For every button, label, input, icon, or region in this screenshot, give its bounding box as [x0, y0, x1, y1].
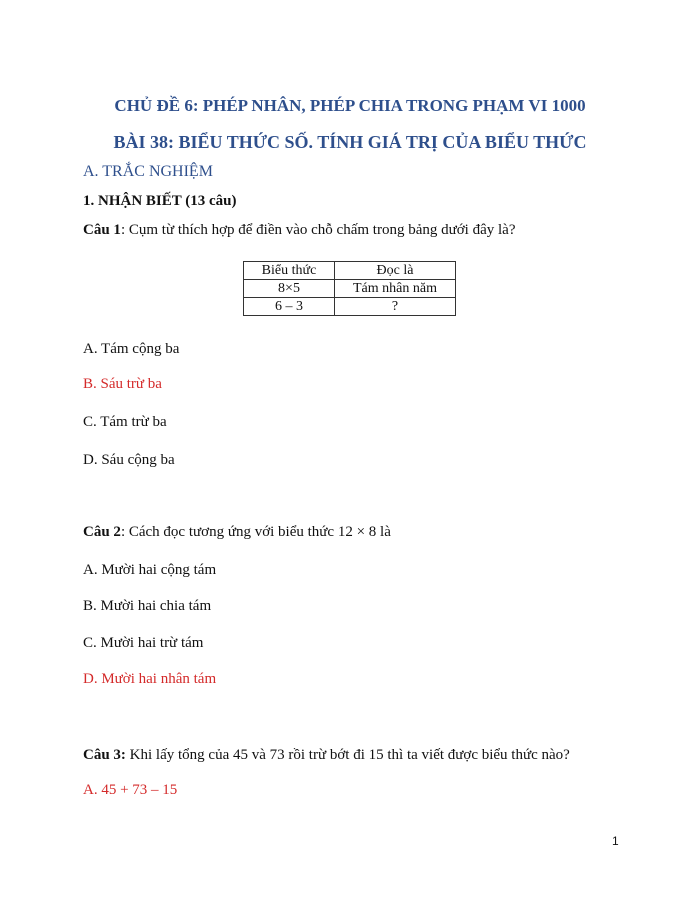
table-cell: Tám nhân năm	[335, 280, 456, 298]
question-3	[83, 747, 570, 764]
q2-option-c[interactable]: C. Mười hai trừ tám	[83, 635, 204, 651]
question-2-label: Câu 2	[83, 524, 121, 540]
table-row	[244, 298, 456, 316]
question-2-text: : Cách đọc tương ứng với biểu thức 12 × 8 là	[120, 524, 391, 540]
lesson-title: BÀI 38: BIỂU THỨC SỐ. TÍNH GIÁ TRỊ CỦA BIỂU THỨC	[113, 132, 587, 152]
q3-option-a[interactable]: A. 45 + 73 – 15	[83, 782, 178, 798]
table-header: Đọc là	[335, 262, 456, 280]
table-row	[244, 280, 456, 298]
question-1-label: Câu 1	[83, 222, 121, 238]
q1-option-a[interactable]: A. Tám cộng ba	[83, 341, 180, 357]
table-header: Biểu thức	[244, 262, 335, 280]
question-1-text: : Cụm từ thích hợp để điền vào chỗ chấm trong bảng dưới đây là?	[120, 222, 516, 238]
question-3-label: Câu 3:	[83, 747, 126, 763]
table-cell: 6 – 3	[244, 298, 335, 316]
subheading: 1. NHẬN BIẾT (13 câu)	[83, 193, 237, 209]
section-heading: A. TRẮC NGHIỆM	[83, 163, 213, 180]
q2-option-b[interactable]: B. Mười hai chia tám	[83, 598, 212, 614]
table-cell: ?	[335, 298, 456, 316]
q2-option-a[interactable]: A. Mười hai cộng tám	[83, 562, 217, 578]
question-3-text: Khi lấy tổng của 45 và 73 rồi trừ bớt đi 15 thì ta viết được biểu thức nào?	[125, 747, 570, 763]
table-header-row	[244, 262, 456, 280]
expression-table	[243, 261, 456, 316]
q1-option-d[interactable]: D. Sáu cộng ba	[83, 452, 175, 468]
chapter-title: CHỦ ĐỀ 6: PHÉP NHÂN, PHÉP CHIA TRONG PHẠM VI 1000	[114, 96, 586, 115]
q2-option-d[interactable]: D. Mười hai nhân tám	[83, 671, 217, 687]
table-cell: 8×5	[244, 280, 335, 298]
question-1	[83, 222, 515, 239]
q1-option-b[interactable]: B. Sáu trừ ba	[83, 376, 162, 392]
question-2	[83, 524, 391, 541]
page-number: 1	[612, 834, 619, 848]
q1-option-c[interactable]: C. Tám trừ ba	[83, 414, 167, 430]
